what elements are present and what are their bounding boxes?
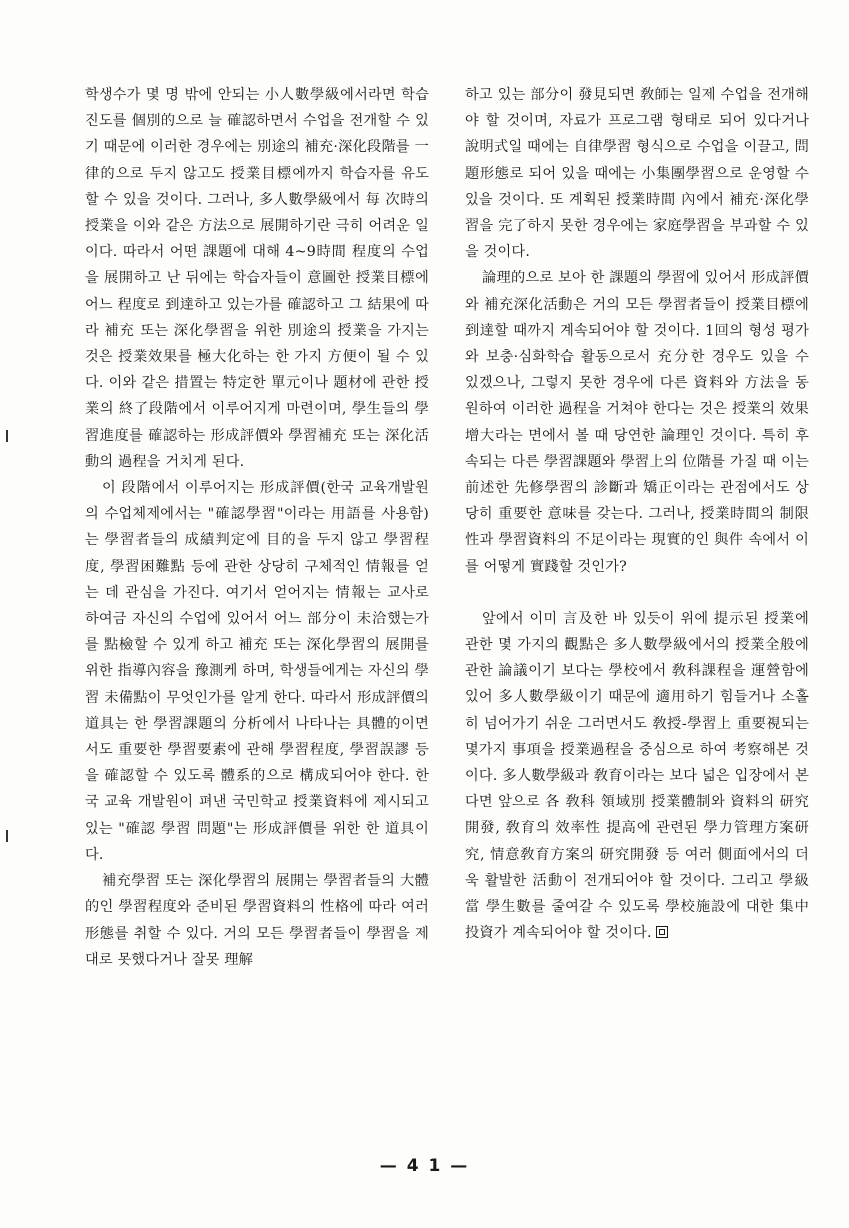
paragraph: 학생수가 몇 명 밖에 안되는 小人數學級에서라면 학습진도를 個別的으로 늘 確認하면서 수업을 전개할 수 있기 때문에 이러한 경우에는 別途의 補充·深化段階를 一律的으로 두지 않고도 授業目標에까지 학습자를 유도할 수 있을 것이다. 그러나, 多人數學級에서 每 次時의 授業을 이와 같은 方法으로 展開하기란 극히 어려운 일이다. 따라서 어떤 課題에 대해 4~9時間 程度의 수업을 展開하고 난 뒤에는 학습자들이 意圖한 授業目標에 어느 程度로 到達하고 있는가를 確認하고 그 結果에 따라 補充 또는 深化學習을 위한 別途의 授業을 가지는 것은 授業效果를 極大化하는 한 가지 方便이 될 수 있다. 이와 같은 措置는 特定한 單元이나 題材에 관한 授業의 終了段階에서 이루어지게 마련이며, 學生들의 學習進度를 確認하는 形成評價와 學習補充 또는 深化活動의 過程을 거치게 된다. (85, 87, 429, 470)
paragraph: 이 段階에서 이루어지는 形成評價(한국 교육개발원의 수업체제에서는 "確認學習"이라는 用語를 사용함)는 學習者들의 成績判定에 目的을 두지 않고 學習程度, 學習困難點 등에 관한 상당히 구체적인 情報를 얻는 데 관심을 가진다. 여기서 얻어지는 情報는 교사로 하여금 자신의 수업에 있어서 어느 部分이 未洽했는가를 點檢할 수 있게 하고 補充 또는 深化學習의 展開를 위한 指導內容을 豫測케 하며, 학생들에게는 자신의 學習 未備點이 무엇인가를 알게 한다. 따라서 形成評價의 道具는 한 學習課題의 分析에서 나타나는 具體的이면서도 重要한 學習要素에 관해 學習程度, 學習誤謬 등을 確認할 수 있도록 體系的으로 構成되어야 한다. 한국 교육 개발원이 펴낸 국민학교 授業資料에 제시되고 있는 "確認 學習 問題"는 形成評價를 위한 한 道具이다. (85, 480, 429, 863)
paragraph-final (465, 606, 809, 947)
paragraph: 하고 있는 部分이 發見되면 敎師는 일제 수업을 전개해야 할 것이며, 자료가 프로그램 형태로 되어 있다거나 說明式일 때에는 自律學習 형식으로 수업을 이끌고, 問題形態로 되어 있을 때에는 小集團學習으로 운영할 수 있을 것이다. 또 계획된 授業時間 內에서 補充·深化學習을 完了하지 못한 경우에는 家庭學習을 부과할 수 있을 것이다. (465, 87, 809, 261)
margin-tick (6, 430, 8, 442)
paragraph: 論理的으로 보아 한 課題의 學習에 있어서 形成評價와 補充深化活動은 거의 모든 學習者들이 授業目標에 到達할 때까지 계속되어야 할 것이다. 1回의 형성 평가와 보충·심화학습 활동으로서 充分한 경우도 있을 수 있겠으나, 그렇지 못한 경우에 다른 資料와 方法을 동원하여 이러한 過程을 거쳐야 한다는 것은 授業의 效果增大라는 면에서 볼 때 당연한 論理인 것이다. 특히 후속되는 다른 學習課題와 學習上의 位階를 가질 때 이는 前述한 先修學習의 診斷과 矯正이라는 관점에서도 상당히 重要한 意味를 갖는다. 그러나, 授業時間의 制限性과 學習資料의 不足이라는 現實的인 與件 속에서 이를 어떻게 實踐할 것인가? (465, 270, 809, 575)
page-number: — 4 1 — (379, 1156, 470, 1176)
margin-tick (6, 830, 8, 842)
square-end-mark-icon (656, 926, 668, 938)
right-column (465, 82, 809, 947)
paragraph: 補充學習 또는 深化學習의 展開는 學習者들의 大體的인 學習程度와 준비된 學習資料의 性格에 따라 여러 形態를 취할 수 있다. 거의 모든 學習者들이 學習을 제대로 못했다거나 잘못 理解 (85, 873, 429, 968)
paragraph-text: 앞에서 이미 言及한 바 있듯이 위에 提示된 授業에 관한 몇 가지의 觀點은 多人數學級에서의 授業全般에 관한 論議이기 보다는 學校에서 敎科課程을 運營함에 있어 多人數學級이기 때문에 適用하기 힘들거나 소홀히 넘어가기 쉬운 그러면서도 敎授-學習上 重要視되는 몇가지 事項을 授業過程을 중심으로 하여 考察해본 것이다. 多人數學級과 敎育이라는 보다 넓은 입장에서 본다면 앞으로 各 敎科 領域別 授業體制와 資料의 研究開發, 敎育의 效率性 提高에 관련된 學力管理方案研究, 情意敎育方案의 研究開發 등 여러 側面에서의 더욱 활발한 活動이 전개되어야 할 것이다. 그리고 學級當 學生數를 줄여갈 수 있도록 學校施設에 대한 集中投資가 계속되어야 할 것이다. (465, 610, 809, 942)
paragraph-gap (465, 580, 809, 606)
left-column (85, 82, 429, 973)
